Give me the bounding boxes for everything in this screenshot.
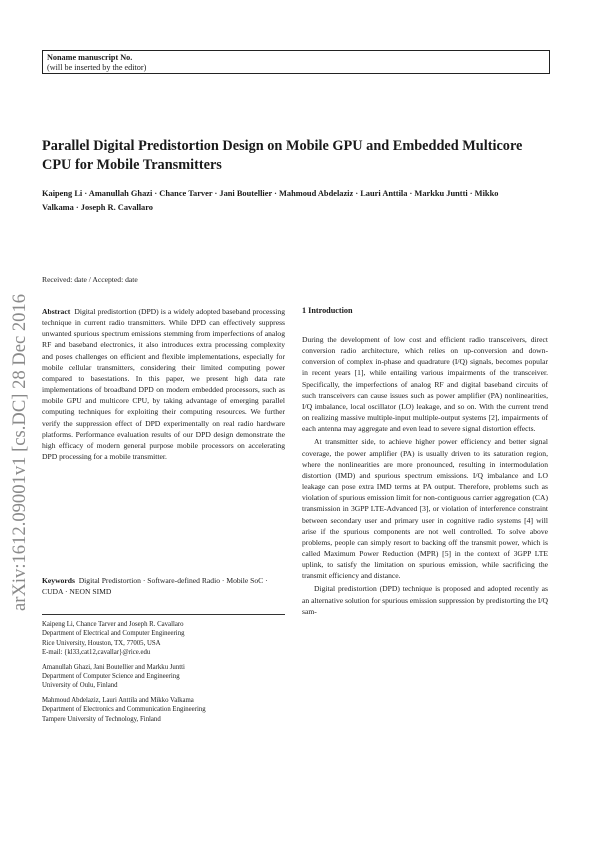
author-list: Kaipeng Li · Amanullah Ghazi · Chance Tarver · Jani Boutellier · Mahmoud Abdelaziz · Lauri Anttila · Markku Juntti · Mikko Valkama · Joseph R. Cavallaro	[42, 189, 499, 212]
arxiv-stamp-strip	[5, 255, 35, 611]
abstract-text: Digital predistortion (DPD) is a widely adopted baseband processing technique in current radio transmitters. While DPD can effectively suppress unwanted spurious spectrum emissions stemming from imperfections of analog RF and baseband electronics, it also introduces extra processing complexity and poses challenges on efficient and flexible implementations, especially for mobile cellular transmitters, considering their limited computing power compared to basestations. In this paper, we present high data rate implementations of broadband DPD on modern embedded processors, such as mobile GPU and multicore CPU, by taking advantage of emerging parallel computing techniques for exploiting their computing resources. We further verify the suppression effect of DPD experimentally on real radio hardware platforms. Performance evaluation results of our DPD design demonstrate the high efficacy of modern general purpose mobile processors on accelerating DPD processing for a mobile transmitter.	[42, 307, 285, 462]
intro-paragraph: Digital predistortion (DPD) technique is proposed and adopted recently as an alternative solution for spurious emission suppression by predistorting the I/Q sam-	[302, 584, 548, 616]
affiliation-line: University of Oulu, Finland	[42, 682, 118, 690]
arxiv-stamp: arXiv:1612.09001v1 [cs.DC] 28 Dec 2016	[9, 293, 30, 611]
intro-paragraph: During the development of low cost and efficient radio transceivers, direct conversion radio architecture, which relies on up-conversion and down-conversion of complex in-phase and quadrature (I/Q) signals, becomes popular in recent years [1], while entailing various impairments of the transceiver. Specifically, the imperfections of analog RF and digital baseband circuits of such transceivers can cause issues such as power amplifier (PA) nonlinearities, I/Q imbalance, local oscillator (LO) leakage, and so on. With the current trend on realizing massive multiple-input multiple-output systems [2], impairments of each antenna may aggregate and even lead to severe signal distortion effects.	[302, 335, 548, 434]
abstract-label: Abstract	[42, 307, 71, 316]
editor-note: (will be inserted by the editor)	[47, 63, 147, 72]
affiliation-tampere	[42, 696, 285, 724]
affiliation-line: Amanullah Ghazi, Jani Boutellier and Markku Juntti	[42, 663, 185, 671]
section-heading-introduction: 1 Introduction	[302, 306, 353, 315]
affiliations	[42, 620, 285, 729]
affiliation-email: E-mail: {kl33,cat12,cavallar}@rice.edu	[42, 648, 151, 656]
manuscript-number: Noname manuscript No.	[47, 53, 133, 62]
affiliation-line: Kaipeng Li, Chance Tarver and Joseph R. Cavallaro	[42, 621, 184, 628]
keywords-text: Digital Predistortion · Software-defined Radio · Mobile SoC · CUDA · NEON SIMD	[42, 576, 268, 597]
affiliation-line: Mahmoud Abdelaziz, Lauri Anttila and Mikko Valkama	[42, 697, 194, 705]
paper-title: Parallel Digital Predistortion Design on Mobile GPU and Embedded Multicore CPU for Mobile Transmitters	[42, 138, 523, 173]
manuscript-number-box	[42, 50, 550, 74]
intro-paragraph: At transmitter side, to achieve higher power efficiency and better signal coverage, the power amplifier (PA) is usually driven to its saturation region, where the nonlinearities are more pronounced, resulting in intermodulation distortion (IMD) and spurious spectrum emissions. I/Q imbalance and LO leakage can pose extra IMD terms at PA output. Therefore, problems such as violation of spurious emission limit for non-contiguous carrier aggregation (CA) transmission in 3GPP LTE-Advanced [3], or violation of interference constraint between secondary user and primary user in cognitive radio systems [4] will arise if the spurious components are not well controlled. To solve above problems, people can simply resort to backing off the transmit power, which is called Maximum Power Reduction (MPR) [5] in the context of 3GPP LTE uplink, to satisfy the limitation on spurious emission, while sacrificing the transmit efficiency and distance.	[302, 437, 548, 581]
affiliation-rice	[42, 620, 285, 657]
affiliation-line: Tampere University of Technology, Finland	[42, 715, 161, 723]
affiliation-line: Department of Electronics and Communication Engineering	[42, 706, 206, 714]
received-date: Received: date / Accepted: date	[42, 275, 138, 284]
keywords	[42, 575, 285, 597]
introduction-body	[302, 334, 548, 617]
affiliation-line: Department of Computer Science and Engineering	[42, 672, 180, 680]
affiliation-line: Department of Electrical and Computer Engineering	[42, 630, 185, 638]
affiliation-line: Rice University, Houston, TX, 77005, USA	[42, 639, 161, 647]
keywords-label: Keywords	[42, 576, 75, 585]
abstract	[42, 306, 285, 462]
affiliation-oulu	[42, 663, 285, 691]
footnote-divider	[42, 614, 285, 615]
